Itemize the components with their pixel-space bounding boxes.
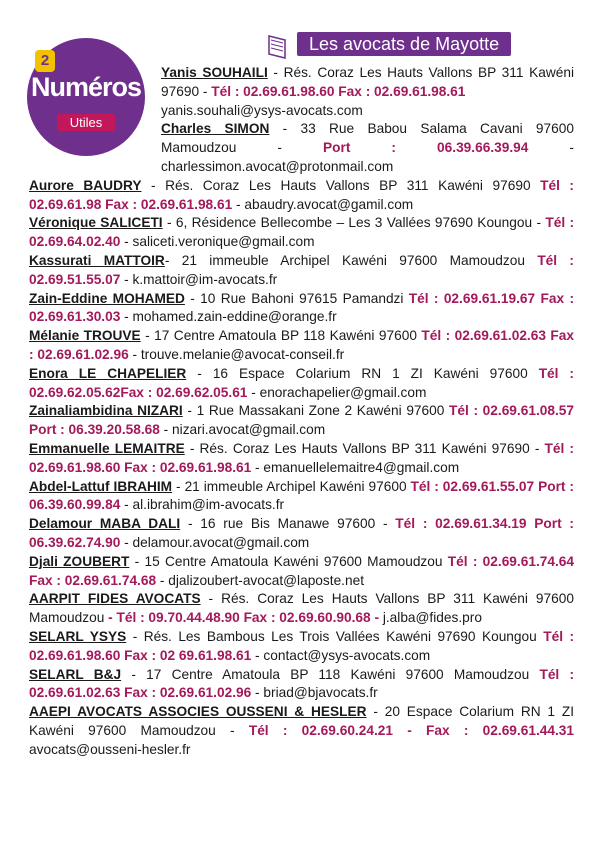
lawyer-email[interactable]: - enorachapelier@gmail.com: [247, 384, 427, 400]
lawyer-address: 17 Centre Amatoula BP 118 Kawéni 97600 Mamoudzou: [146, 666, 540, 682]
lawyer-phones: Tél : 02.69.61.74.64 Fax : 02.69.61.74.68: [29, 553, 575, 588]
lawyer-phones: Tél : 02.69.61.55.07 Port : 06.39.60.99.84: [29, 478, 574, 513]
lawyer-phones: Tél : 02.69.61.02.63 Fax : 02.69.61.02.96: [29, 666, 575, 701]
lawyer-entry: Aurore BAUDRY - Rés. Coraz Les Hauts Vallons BP 311 Kawéni 97690 Tél : 02.69.61.98 Fax : 02.69.61.98.61 - abaudry.avocat@gamil.com: [29, 177, 574, 212]
lawyer-name: Enora LE CHAPELIER: [29, 365, 187, 381]
lawyer-name: Véronique SALICETI: [29, 215, 163, 231]
lawyer-address: Rés. Coraz Les Hauts Vallons BP 311 Kawéni 97690: [165, 177, 541, 193]
lawyer-name: Kassurati MATTOIR: [29, 252, 165, 268]
lawyer-name: Emmanuelle LEMAITRE: [29, 440, 185, 456]
lawyer-entry: Mélanie TROUVE - 17 Centre Amatoula BP 118 Kawéni 97600 Tél : 02.69.61.02.63 Fax : 02.69.61.02.96 - trouve.melanie@avocat-conseil.fr: [29, 328, 574, 362]
badge-subtitle: Utiles: [57, 114, 115, 131]
lawyer-directory: [29, 64, 574, 759]
lawyer-entry: Enora LE CHAPELIER - 16 Espace Colarium RN 1 ZI Kawéni 97600 Tél : 02.69.62.05.62Fax : 02.69.62.05.61 - enorachapelier@gmail.com: [29, 365, 574, 400]
lawyer-phones: Tél : 02.69.64.02.40: [29, 215, 575, 250]
lawyer-address: 6, Résidence Bellecombe – Les 3 Vallées 97690 Koungou -: [175, 215, 546, 231]
lawyer-phones: Tél : 02.69.61.98.60 Fax : 02.69.61.98.61: [211, 83, 466, 99]
lawyer-name: Charles SIMON: [161, 121, 270, 137]
lawyer-name: Mélanie TROUVE: [29, 328, 141, 344]
lawyer-entry: Djali ZOUBERT - 15 Centre Amatoula Kawéni 97600 Mamoudzou Tél : 02.69.61.74.64 Fax : 02.69.61.74.68 - djalizoubert-avocat@laposte.net: [29, 553, 575, 588]
lawyer-email[interactable]: j.alba@fides.pro: [379, 610, 482, 626]
lawyer-entry: Charles SIMON - 33 Rue Babou Salama Cavani 97600 Mamoudzou - Port : 06.39.66.39.94 - charlessimon.avocat@protonmail.com: [161, 121, 574, 174]
lawyer-phones: Tél : 02.69.60.24.21 - Fax : 02.69.61.44.31: [248, 722, 575, 738]
lawyer-entry: Zain-Eddine MOHAMED - 10 Rue Bahoni 97615 Pamandzi Tél : 02.69.61.19.67 Fax : 02.69.61.30.03 - mohamed.zain-eddine@orange.fr: [29, 290, 574, 325]
lawyer-entry: Véronique SALICETI - 6, Résidence Bellecombe – Les 3 Vallées 97690 Koungou - Tél : 02.69.64.02.40 - saliceti.veronique@gmail.com: [29, 215, 575, 250]
lawyer-email[interactable]: - djalizoubert-avocat@laposte.net: [156, 572, 365, 588]
lawyer-name: Djali ZOUBERT: [29, 553, 130, 569]
lawyer-address: 21 immeuble Archipel Kawéni 97600 Mamoudzou: [181, 252, 538, 268]
lawyer-entry: Yanis SOUHAILI - Rés. Coraz Les Hauts Vallons BP 311 Kawéni 97690 - Tél : 02.69.61.98.60 Fax : 02.69.61.98.61 yanis.souhali@ysys-avocats.com: [161, 65, 574, 118]
lawyer-entry: Zainaliambidina NIZARI - 1 Rue Massakani Zone 2 Kawéni 97600 Tél : 02.69.61.08.57 Port : 06.39.20.58.68 - nizari.avocat@gmail.com: [29, 403, 574, 438]
lawyer-name: Yanis SOUHAILI: [161, 65, 268, 80]
lawyer-name: AARPIT FIDES AVOCATS: [29, 591, 201, 607]
lawyer-email[interactable]: - saliceti.veronique@gmail.com: [120, 234, 315, 250]
lawyer-phones: Tél : 02.69.61.98.60 Fax : 02 69.61.98.61: [29, 628, 575, 663]
lawyer-entry: Emmanuelle LEMAITRE - Rés. Coraz Les Hauts Vallons BP 311 Kawéni 97690 - Tél : 02.69.61.98.60 Fax : 02.69.61.98.61 - emanuellelemaitre4@gmail.com: [29, 440, 574, 475]
lawyer-name: SELARL YSYS: [29, 628, 127, 644]
lawyer-phones: Port : 06.39.66.39.94: [323, 140, 529, 156]
lawyer-email[interactable]: - abaudry.avocat@gamil.com: [232, 196, 414, 212]
lawyer-phones: Tél : 02.69.51.55.07: [29, 252, 574, 287]
header-banner: [267, 30, 555, 60]
lawyer-entry: Kassurati MATTOIR- 21 immeuble Archipel Kawéni 97600 Mamoudzou Tél : 02.69.51.55.07 - k.mattoir@im-avocats.fr: [29, 252, 574, 287]
badge-number: 2: [35, 50, 55, 72]
lawyer-entry: Abdel-Lattuf IBRAHIM - 21 immeuble Archipel Kawéni 97600 Tél : 02.69.61.55.07 Port : 06.39.60.99.84 - al.ibrahim@im-avocats.fr: [29, 478, 574, 513]
lawyer-name: Aurore BAUDRY: [29, 177, 142, 193]
lawyer-address: 16 Espace Colarium RN 1 ZI Kawéni 97600: [212, 365, 539, 381]
lawyer-address: Rés. Coraz Les Hauts Vallons BP 311 Kawéni 97690 -: [161, 65, 574, 99]
lawyer-phones: Tél : 02.69.61.02.63 Fax : 02.69.61.02.96: [29, 328, 574, 362]
lawyer-name: Zainaliambidina NIZARI: [29, 403, 183, 419]
lawyer-address: Rés. Les Bambous Les Trois Vallées Kawéni 97690 Koungou: [143, 628, 544, 644]
lawyer-email[interactable]: - contact@ysys-avocats.com: [251, 647, 431, 663]
lawyer-address: 16 rue Bis Manawe 97600 -: [200, 516, 396, 532]
lawyer-address: 21 immeuble Archipel Kawéni 97600: [184, 478, 411, 494]
lawyer-phones: Tél : 02.69.61.34.19 Port : 06.39.62.74.90: [29, 516, 574, 550]
lawyer-entry: AAEPI AVOCATS ASSOCIES OUSSENI & HESLER - 20 Espace Colarium RN 1 ZI Kawéni 97600 Mamoudzou - Tél : 02.69.60.24.21 - Fax : 02.69.61.44.31 avocats@ousseni-hesler.fr: [29, 704, 575, 757]
lawyer-email[interactable]: yanis.souhali@ysys-avocats.com: [161, 102, 363, 118]
lawyer-email[interactable]: - mohamed.zain-eddine@orange.fr: [120, 309, 337, 325]
lawyer-name: AAEPI AVOCATS ASSOCIES OUSSENI & HESLER: [29, 704, 367, 720]
page-title: Les avocats de Mayotte: [297, 32, 511, 56]
lawyer-address: Rés. Coraz Les Hauts Vallons BP 311 Kawéni 97690 -: [199, 440, 545, 456]
lawyer-name: Abdel-Lattuf IBRAHIM: [29, 478, 173, 494]
lawyer-phones: Tél : 02.69.61.08.57 Port : 06.39.20.58.68: [29, 403, 574, 438]
lawyer-name: SELARL B&J: [29, 666, 122, 682]
lawyer-email[interactable]: - delamour.avocat@gmail.com: [120, 534, 310, 550]
lawyer-phones: Tél : 02.69.61.98.60 Fax : 02.69.61.98.61: [29, 440, 574, 475]
lawyer-phones: Tél : 02.69.61.98 Fax : 02.69.61.98.61: [29, 177, 574, 212]
badge-title: Numéros: [30, 72, 142, 102]
lawyer-address: 10 Rue Bahoni 97615 Pamandzi: [200, 290, 409, 306]
lawyer-address: 20 Espace Colarium RN 1 ZI Kawéni 97600 Mamoudzou -: [29, 704, 575, 738]
lawyer-entry: AARPIT FIDES AVOCATS - Rés. Coraz Les Hauts Vallons BP 311 Kawéni 97600 Mamoudzou - Tél : 09.70.44.48.90 Fax : 02.69.60.90.68 - j.alba@fides.pro: [29, 591, 574, 626]
lawyer-name: Zain-Eddine MOHAMED: [29, 290, 185, 306]
lawyer-address: 1 Rue Massakani Zone 2 Kawéni 97600: [196, 403, 450, 419]
lawyer-address: Rés. Coraz Les Hauts Vallons BP 311 Kawéni 97600 Mamoudzou: [29, 591, 574, 626]
lawyer-address: 17 Centre Amatoula BP 118 Kawéni 97600: [154, 328, 422, 344]
lawyer-email[interactable]: - emanuellelemaitre4@gmail.com: [251, 459, 460, 475]
lawyer-entry: SELARL YSYS - Rés. Les Bambous Les Trois Vallées Kawéni 97690 Koungou Tél : 02.69.61.98.60 Fax : 02 69.61.98.61 - contact@ysys-avocats.com: [29, 628, 575, 663]
lawyer-phones: Tél : 02.69.61.19.67 Fax : 02.69.61.30.03: [29, 290, 574, 325]
lawyer-email[interactable]: - k.mattoir@im-avocats.fr: [120, 271, 278, 287]
lawyer-email[interactable]: avocats@ousseni-hesler.fr: [29, 741, 191, 757]
lawyer-entry: SELARL B&J - 17 Centre Amatoula BP 118 Kawéni 97600 Mamoudzou Tél : 02.69.61.02.63 Fax : 02.69.61.02.96 - briad@bjavocats.fr: [29, 666, 575, 701]
lawyer-email[interactable]: - trouve.melanie@avocat-conseil.fr: [128, 346, 345, 362]
lawyer-email[interactable]: - nizari.avocat@gmail.com: [159, 422, 326, 438]
lawyer-email[interactable]: - al.ibrahim@im-avocats.fr: [120, 497, 285, 513]
lawyer-email[interactable]: - briad@bjavocats.fr: [251, 685, 378, 701]
lawyer-address: 15 Centre Amatoula Kawéni 97600 Mamoudzou: [144, 553, 448, 569]
lawyer-address: 33 Rue Babou Salama Cavani 97600 Mamoudzou -: [161, 121, 574, 156]
lawyer-name: Delamour MABA DALI: [29, 516, 181, 532]
lawyer-entry: Delamour MABA DALI - 16 rue Bis Manawe 97600 - Tél : 02.69.61.34.19 Port : 06.39.62.74.90 - delamour.avocat@gmail.com: [29, 516, 574, 550]
lawyer-phones: Tél : 02.69.62.05.62Fax : 02.69.62.05.61: [29, 365, 574, 400]
lawyer-email[interactable]: - charlessimon.avocat@protonmail.com: [161, 140, 574, 174]
lawyer-phones: - Tél : 09.70.44.48.90 Fax : 02.69.60.90.68 -: [108, 610, 380, 626]
